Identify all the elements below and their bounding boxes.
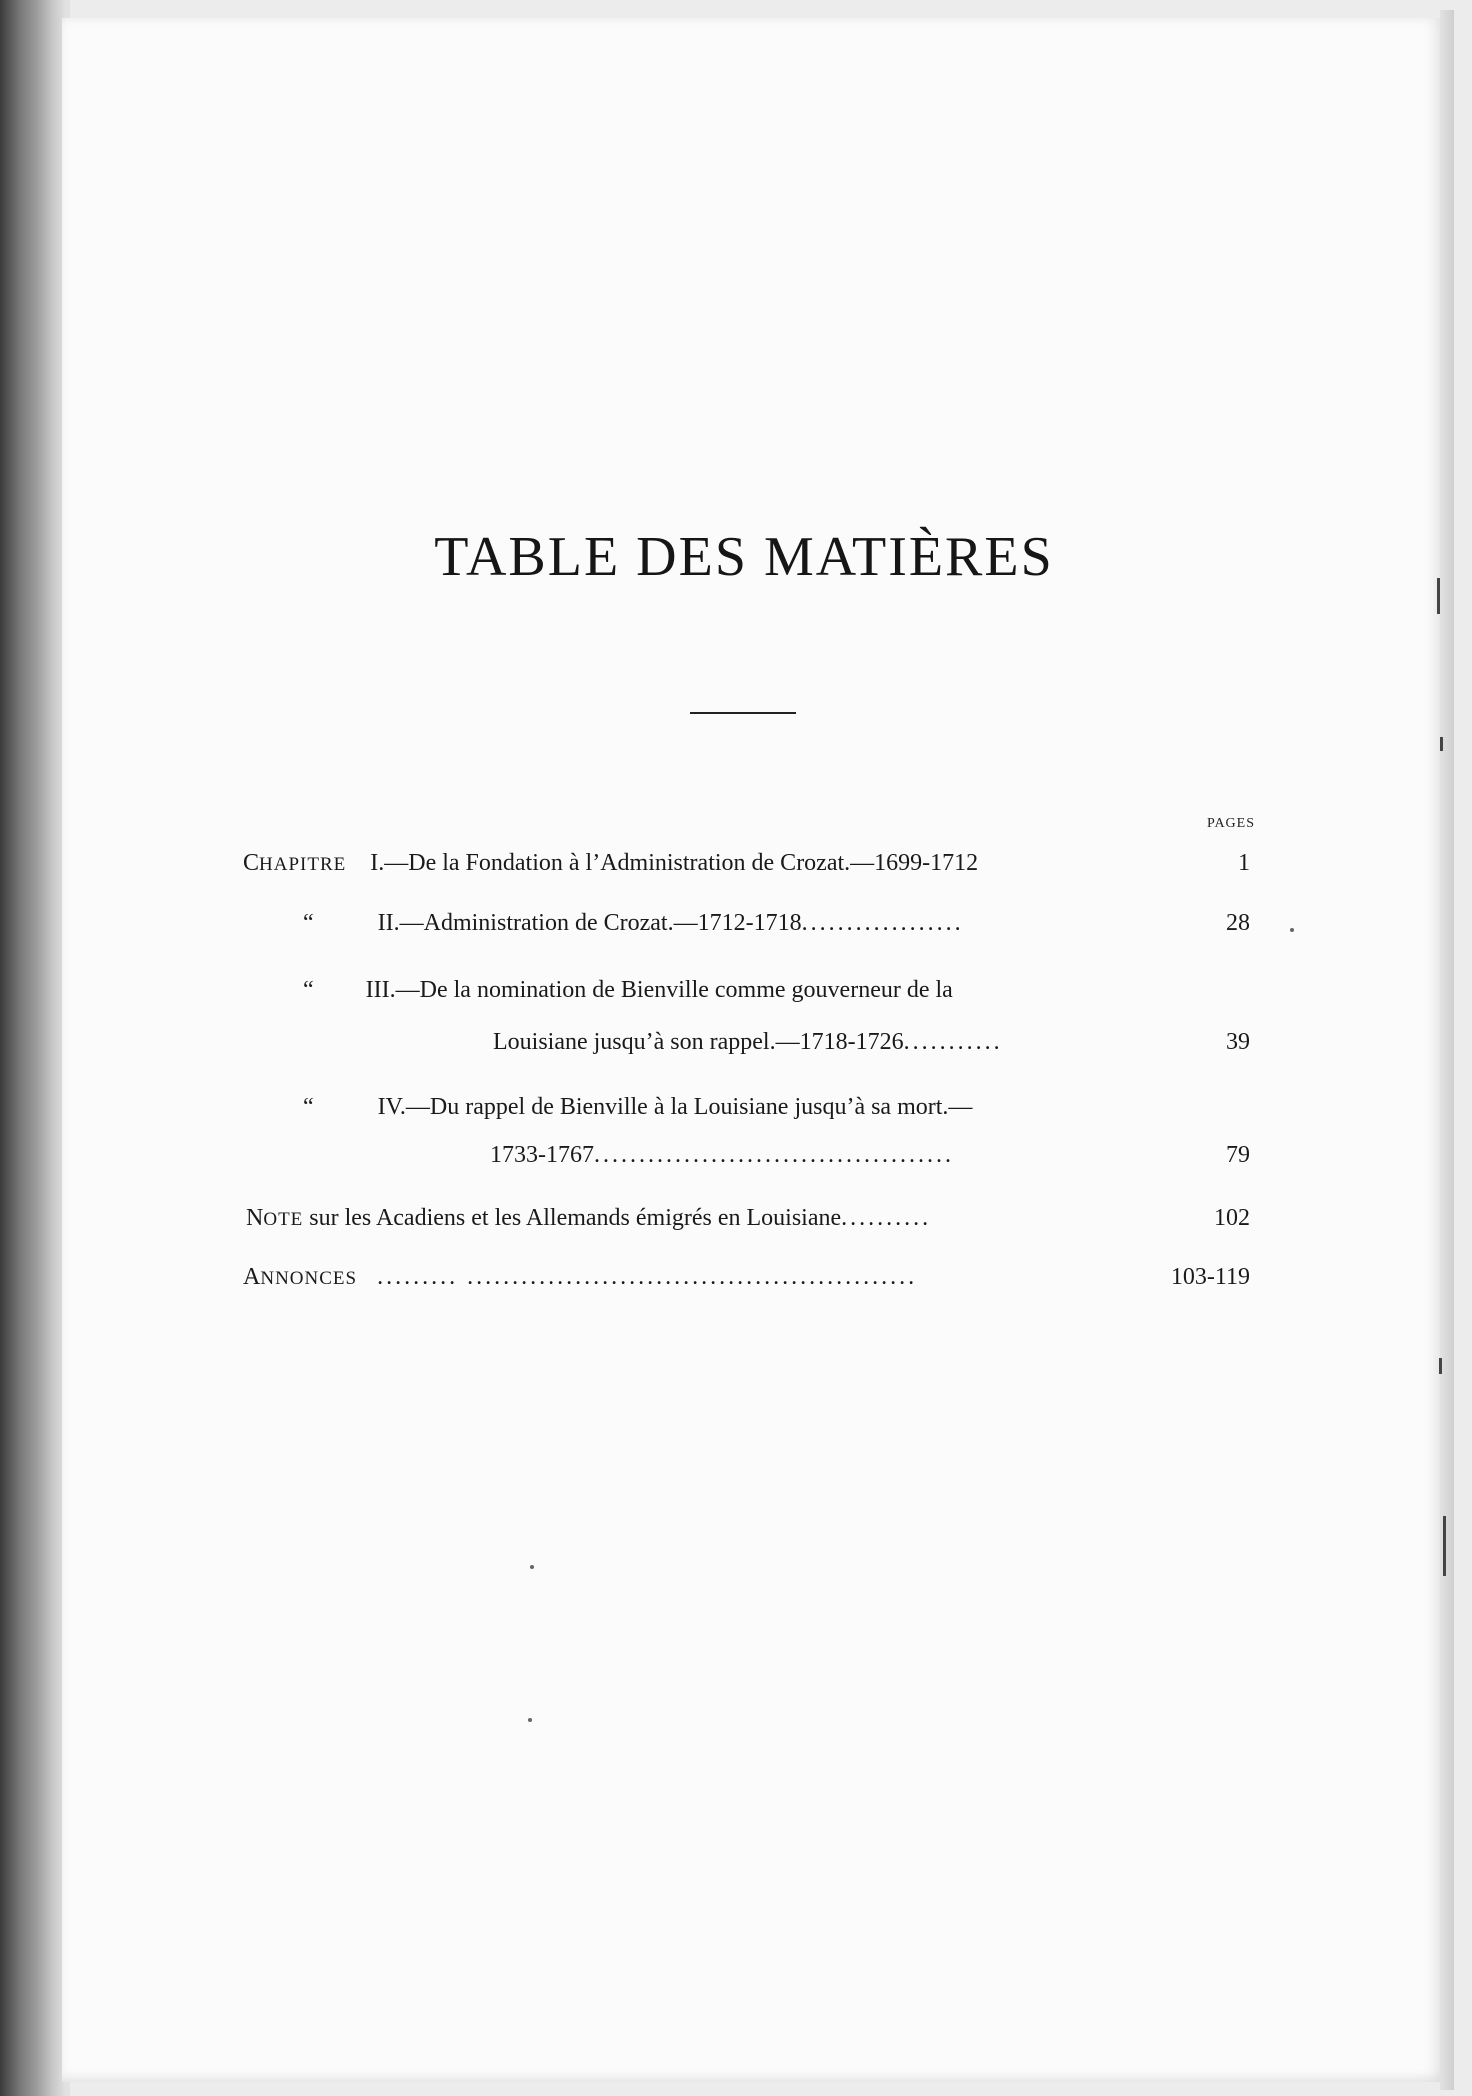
toc-lead-smallcaps: NNONCES xyxy=(260,1268,358,1289)
toc-entry-chapitre-4 xyxy=(303,1094,972,1121)
toc-page-number: 28 xyxy=(1226,910,1250,936)
toc-lead-initial: N xyxy=(246,1205,264,1231)
toc-leader-dots: ........................................ xyxy=(594,1142,954,1168)
toc-chapter-numeral: III. xyxy=(365,977,396,1003)
scan-speck xyxy=(530,1565,534,1569)
scan-edge-mark xyxy=(1439,1358,1442,1374)
toc-leader-dots: ......... .................................................. xyxy=(377,1264,918,1290)
scan-speck xyxy=(1290,928,1294,932)
title-rule xyxy=(690,712,796,714)
page-title: TABLE DES MATIÈRES xyxy=(434,526,1054,588)
toc-chapter-title: —Administration de Crozat.—1712-1718 xyxy=(399,910,802,936)
page-right-edge xyxy=(1440,10,1454,2090)
toc-leader-dots: ........... xyxy=(903,1029,1003,1055)
toc-chapter-title: —De la nomination de Bienville comme gouverneur de la xyxy=(395,977,953,1003)
toc-chapter-title: —Du rappel de Bienville à la Louisiane jusqu’à sa mort.— xyxy=(405,1094,973,1120)
toc-chapter-numeral: IV. xyxy=(377,1094,406,1120)
toc-chapter-numeral: I. xyxy=(370,850,385,876)
toc-page-number: 103-119 xyxy=(1170,1264,1250,1290)
toc-page-number: 39 xyxy=(1226,1029,1250,1055)
scan-speck xyxy=(528,1718,532,1722)
toc-entry-annonces xyxy=(243,1264,917,1291)
toc-lead-initial: C xyxy=(243,850,260,876)
book-spine-edge xyxy=(0,0,70,2096)
toc-entry-chapitre-3 xyxy=(303,977,953,1004)
pages-column-label: PAGES xyxy=(1206,816,1255,831)
toc-page-number: 1 xyxy=(1238,850,1250,876)
ditto-mark: “ xyxy=(303,1094,314,1120)
scan-edge-mark xyxy=(1443,1516,1446,1576)
toc-entry-note xyxy=(246,1205,931,1232)
toc-chapter-title-continued: 1733-1767 xyxy=(490,1142,594,1168)
ditto-mark: “ xyxy=(303,977,314,1003)
scan-edge-mark xyxy=(1437,578,1440,614)
toc-leader-dots: .................. xyxy=(801,910,964,936)
toc-entry-chapitre-4-continued xyxy=(490,1142,954,1169)
toc-chapter-numeral: II. xyxy=(377,910,400,936)
toc-page-number: 102 xyxy=(1214,1205,1250,1231)
ditto-mark: “ xyxy=(303,910,314,936)
toc-page-number: 79 xyxy=(1226,1142,1250,1168)
toc-leader-dots: .......... xyxy=(841,1205,932,1231)
toc-entry-chapitre-2 xyxy=(303,910,964,937)
toc-chapter-title-continued: Louisiane jusqu’à son rappel.—1718-1726 xyxy=(493,1029,904,1055)
toc-entry-title: sur les Acadiens et les Allemands émigrés en Louisiane xyxy=(303,1205,842,1231)
toc-lead-smallcaps: OTE xyxy=(263,1209,304,1230)
toc-lead-initial: A xyxy=(243,1264,261,1290)
toc-entry-chapitre-3-continued xyxy=(493,1029,1003,1056)
toc-lead-smallcaps: HAPITRE xyxy=(259,854,347,875)
scan-edge-mark xyxy=(1440,737,1443,751)
toc-chapter-title: —De la Fondation à l’Administration de Crozat.—1699-1712 xyxy=(384,850,979,876)
toc-entry-chapitre-1 xyxy=(243,850,978,877)
